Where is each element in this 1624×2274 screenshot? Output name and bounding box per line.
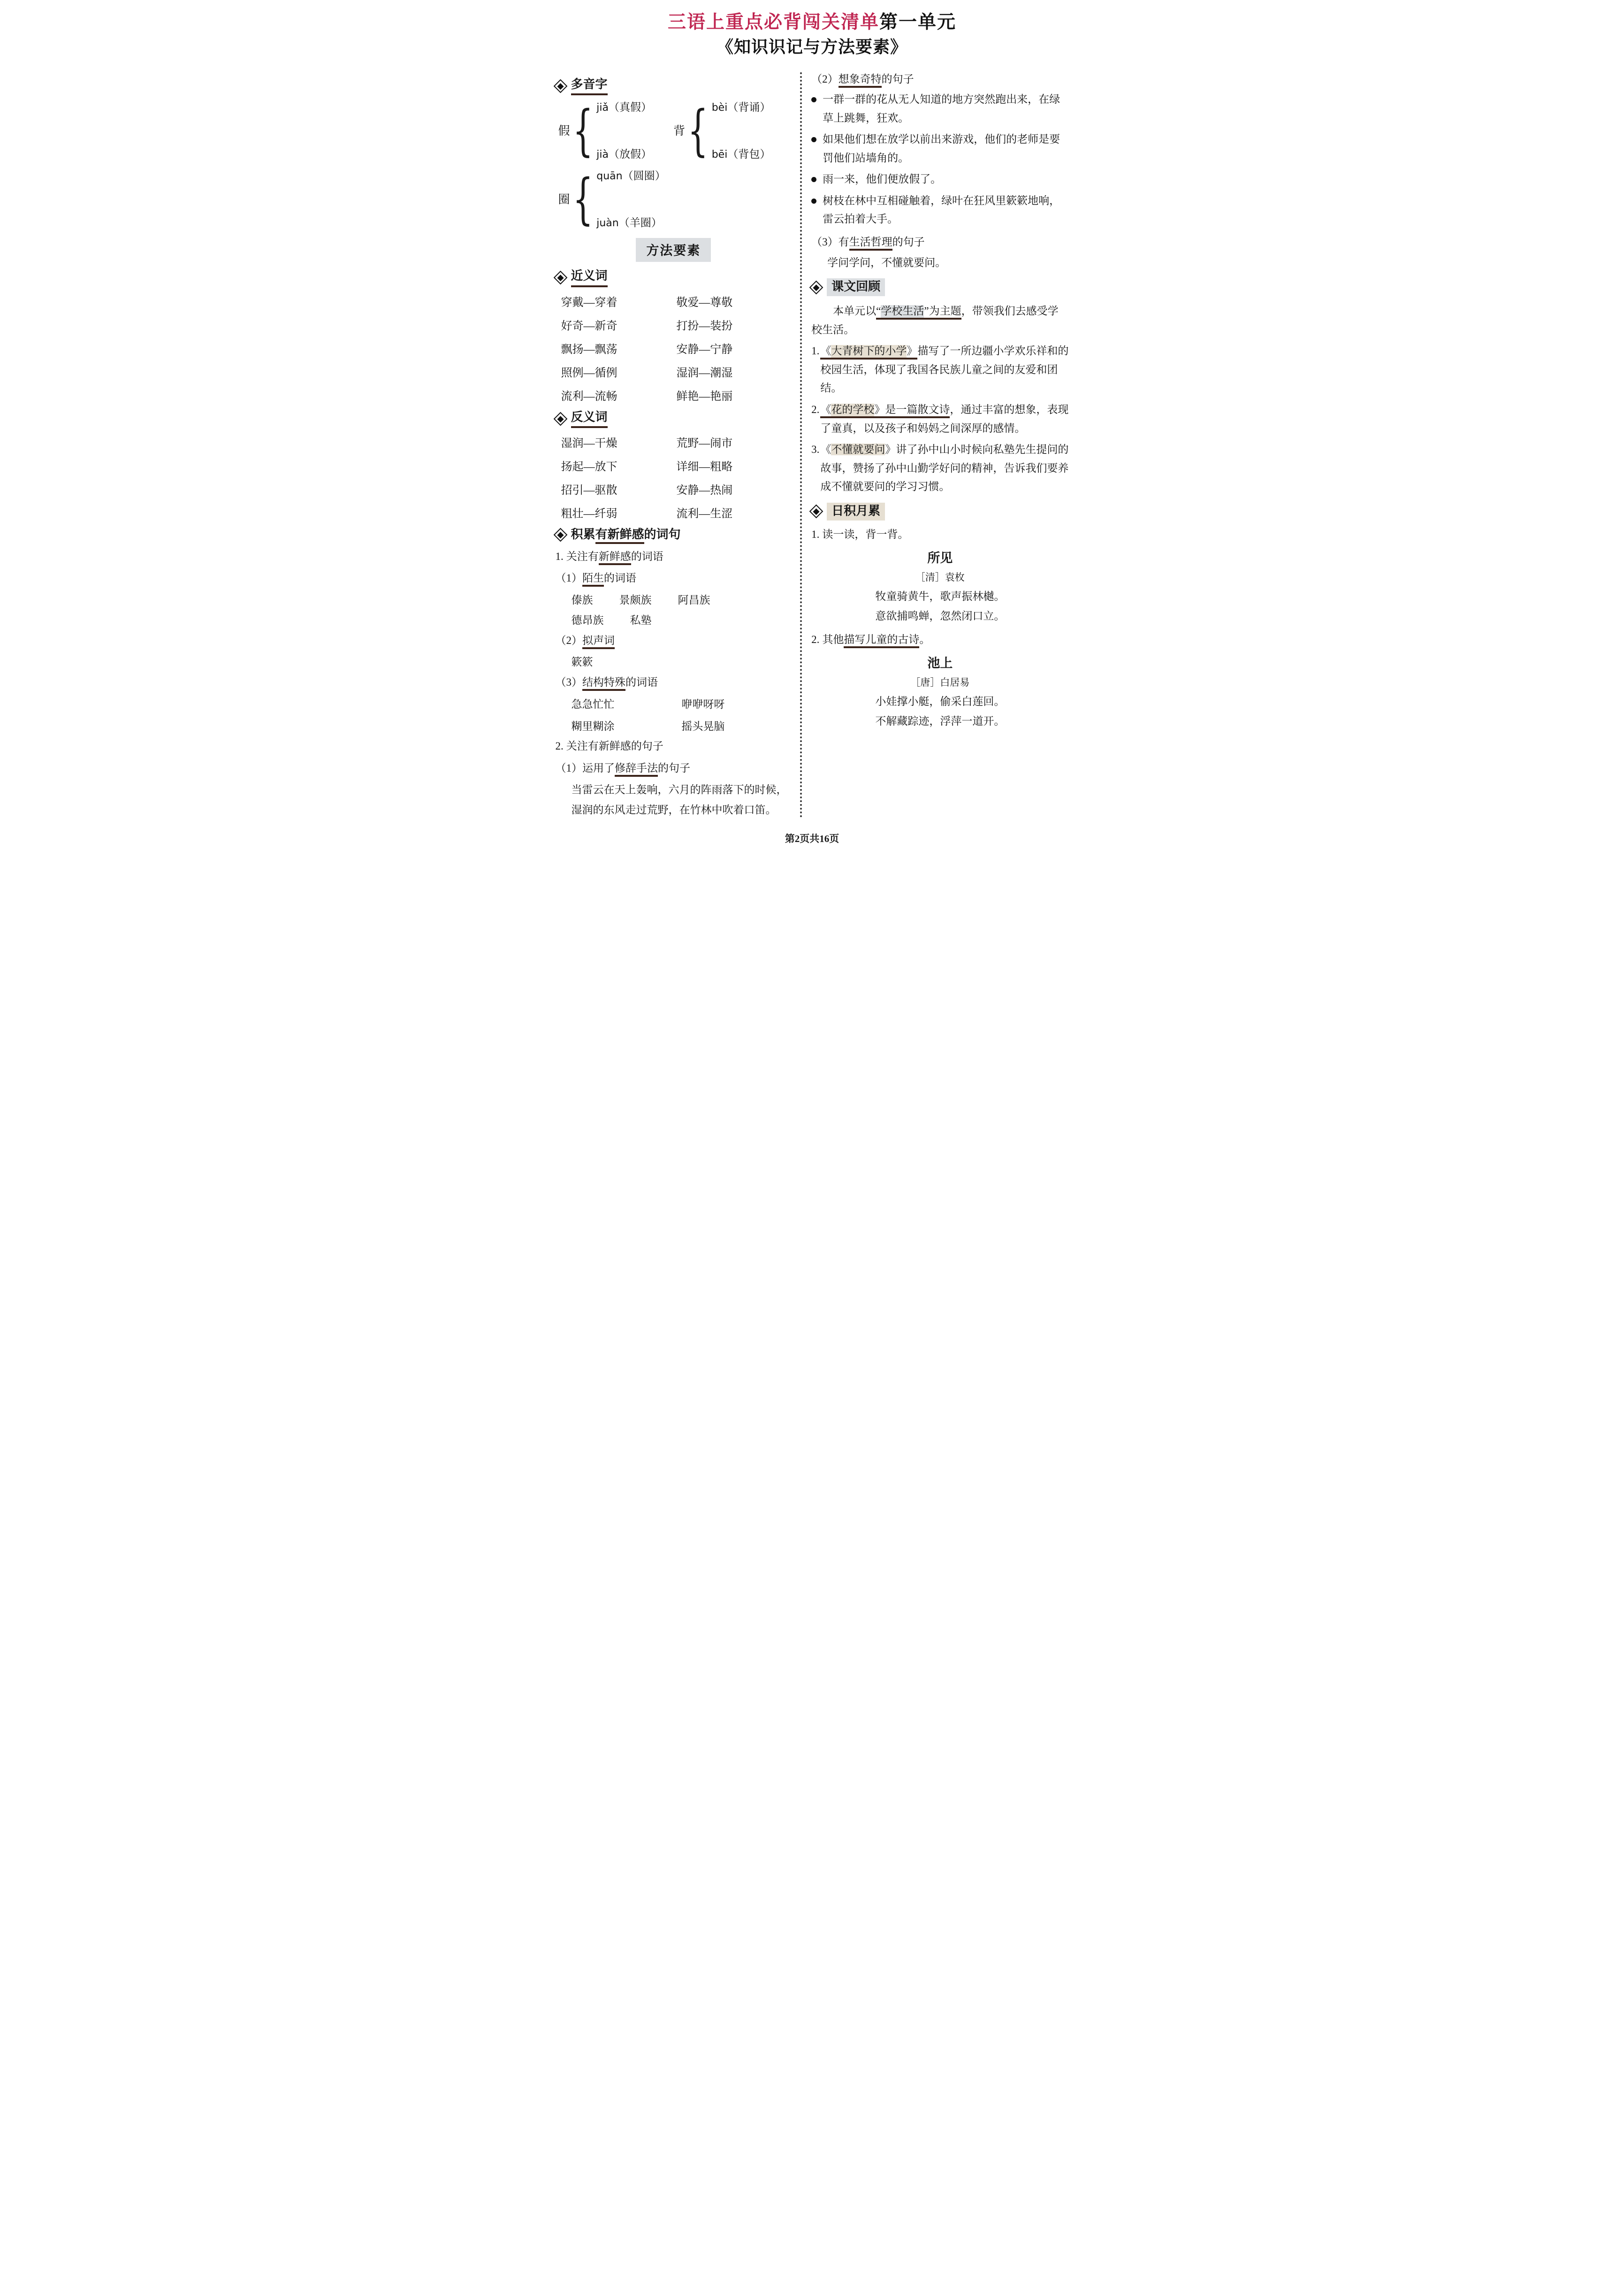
polyphone-group-quan [558,169,666,230]
sub-item-label: （2） [555,634,582,646]
word: 景颇族 [619,594,652,606]
word: 摇头晃脑 [681,720,725,733]
section-header-fresh-words [556,527,792,543]
page-title-red-part: 三语上重点必背闯关清单 [667,12,879,32]
poem-author: ［唐］白居易 [910,676,970,688]
section-header-synonyms [556,268,792,287]
word-pair: 湿润—潮湿 [676,367,733,379]
pinyin: bēi [711,148,728,161]
polyphone-character: 圈 [558,193,570,206]
sub-item-label: （2） [811,73,839,85]
poem-title: 所见 [927,551,953,565]
sub-item [556,632,792,649]
word-pair: 粗壮—纤弱 [561,508,618,521]
word-list-row [572,591,792,607]
brace-icon: { [572,168,593,231]
bullet-icon [811,137,816,142]
brace-icon: { [572,99,593,163]
poem-line: 小娃撑小艇，偷采白莲回。 [875,695,1005,707]
polyphone-group-bei [673,101,770,161]
word-pair: 流利—流畅 [561,390,618,403]
polyphone-character: 背 [673,124,685,138]
word-pair: 招引—驱散 [561,484,618,497]
poem-line: 不解藏踪迹，浮萍一道开。 [875,715,1005,727]
polyphone-character: 假 [558,124,570,138]
list-item [811,631,1068,648]
left-column [556,70,800,823]
polyphone-reading [596,148,652,161]
polyphone-row [558,101,792,161]
sub-item-label: （3） [555,676,582,689]
poem-title: 池上 [927,656,953,670]
word-list-grid [572,696,792,733]
sub-item-text: 想象奇特的句子 [839,71,914,88]
poem-author: ［清］袁枚 [915,571,965,583]
word-pair: 扬起—放下 [561,461,618,474]
item-number: 2. [811,403,820,415]
bullet-item [811,191,1068,229]
page-title-black-part: 第一单元 [879,12,957,32]
pinyin: bèi [711,102,728,114]
word: 簌簌 [571,656,593,668]
word: 德昂族 [571,614,604,626]
pinyin: juàn [596,217,619,229]
diamond-icon [553,412,567,426]
section-title: 近义词 [571,268,608,287]
example-word: （背诵） [727,101,771,114]
diamond-icon [553,79,567,93]
polyphone-reading [712,148,771,161]
review-item [811,400,1068,437]
pinyin: jiǎ [596,102,609,114]
example-word: （圆圈） [622,170,666,182]
section-title: 反义词 [571,410,608,429]
dotted-column-divider [800,72,802,819]
word-pair: 打扮—装扮 [676,320,733,332]
word-pair: 流利—生涩 [676,508,733,521]
synonym-pairs [561,293,792,403]
example-word: （放假） [608,148,652,160]
word-list-row [572,653,792,669]
word-pair: 好奇—新奇 [561,320,618,332]
review-intro: 本单元以“学校生活”为主题，带领我们去感受学校生活。 [811,305,1059,336]
word-pair: 鲜艳—艳丽 [676,390,733,403]
example-word: （背包） [727,148,771,160]
bullet-text: 一群一群的花从无人知道的地方突然跑出来，在绿草上跳舞，狂欢。 [823,93,1060,124]
polyphone-diagrams [558,101,792,230]
word-pair: 穿戴—穿着 [561,296,618,309]
bullet-icon [811,199,816,204]
right-column [803,70,1068,823]
example-word: （真假） [608,101,652,114]
page-subtitle: 《知识识记与方法要素》 [716,37,907,56]
word-list-row [572,612,792,627]
brace-icon: { [687,99,709,163]
method-box-wrap [556,238,792,262]
list-item [811,526,1068,543]
list-item [556,738,792,755]
polyphone-reading [712,101,771,114]
sub-item-text: 有生活哲理的句子 [839,234,925,251]
two-column-body [556,70,1069,823]
example-sentence: 当雷云在天上轰响，六月的阵雨落下的时候，湿润的东风走过荒野，在竹林中吹着口笛。 [571,784,787,816]
poem-suojian [811,548,1068,627]
word-pair: 安静—热闹 [676,484,733,497]
method-elements-box: 方法要素 [636,238,711,262]
document-page [541,0,1083,857]
bullet-text: 雨一来，他们便放假了。 [823,173,942,185]
review-item [811,342,1068,398]
polyphone-reading [596,101,652,114]
item-number: 3. [811,444,820,456]
bullet-item [811,170,1068,189]
section-title: 课文回顾 [827,278,885,297]
sub-item [811,233,1068,251]
diamond-icon [809,280,823,294]
section-header-antonyms [556,410,792,429]
page-title [556,11,1069,34]
item-text: 其他描写儿童的古诗。 [822,631,930,648]
word: 咿咿呀呀 [681,698,725,711]
diamond-icon [553,271,567,285]
antonym-pairs [561,434,792,521]
sub-item-label: （1） [555,572,582,584]
polyphone-group-jia [558,101,652,161]
sub-item [556,674,792,691]
pinyin: jià [596,148,609,161]
review-item-text: 《花的学校》是一篇散文诗，通过丰富的想象，表现了童真，以及孩子和妈妈之间深厚的感情。 [820,403,1069,434]
word-pair: 荒野—闹市 [676,437,733,450]
word: 私塾 [630,614,652,626]
bullet-text: 树枝在林中互相碰触着，绿叶在狂风里簌簌地响，雷云拍着大手。 [823,194,1060,225]
sub-item [556,759,792,777]
word-pair: 湿润—干燥 [561,437,618,450]
example-sentence: 学问学问，不懂就要问。 [827,256,946,268]
section-title: 积累有新鲜感的词句 [571,527,681,543]
sub-item [811,70,1068,88]
item-text: 关注有新鲜感的句子 [566,740,663,752]
diamond-icon [553,528,567,542]
bullet-icon [811,177,816,182]
poem-line: 意欲捕鸣蝉，忽然闭口立。 [875,610,1005,622]
list-item [556,548,792,565]
sub-item-text: 结构特殊的词语 [582,674,658,691]
word: 阿昌族 [678,594,710,606]
sub-item-text: 运用了修辞手法的句子 [582,760,690,777]
review-item [811,440,1068,496]
section-title: 多音字 [571,77,608,96]
review-item-text: 《大青树下的小学》描写了一所边疆小学欢乐祥和的校园生活，体现了我国各民族儿童之间的友爱和团结。 [820,345,1069,394]
bullet-text: 如果他们想在放学以前出来游戏，他们的老师是要罚他们站墙角的。 [823,133,1060,164]
word-pair: 飘扬—飘荡 [561,343,618,356]
bullet-item [811,130,1068,167]
polyphone-readings [712,101,771,161]
review-item-text: 《不懂就要问》讲了孙中山小时候向私塾先生提问的故事，赞扬了孙中山勤学好问的精神，告诉我们要养成不懂就要问的学习习惯。 [820,444,1069,493]
sub-item [556,569,792,587]
bullet-icon [811,97,816,102]
polyphone-readings [596,169,665,230]
section-header-text-review [811,278,1068,297]
word: 糊里糊涂 [571,720,615,733]
item-number: 1. [555,550,564,562]
poem-line: 牧童骑黄牛，歌声振林樾。 [875,590,1005,602]
word-pair: 敬爱—尊敬 [676,296,733,309]
word: 傣族 [571,594,593,606]
title-block [556,11,1069,58]
example-word: （羊圈） [618,216,662,229]
sub-item-text: 拟声词 [582,632,615,649]
sub-item-text: 陌生的词语 [582,570,636,587]
sub-item-label: （3） [811,236,839,248]
poem-chishang [811,653,1068,732]
section-header-daily-accumulation [811,503,1068,521]
page-number: 第2页共16页 [785,833,839,845]
item-text: 关注有新鲜感的词语 [566,548,663,565]
pinyin: quān [596,170,623,183]
word-pair: 安静—宁静 [676,343,733,356]
polyphone-row [558,169,792,230]
section-title: 日积月累 [827,503,885,521]
word: 急急忙忙 [571,698,615,711]
polyphone-readings [596,101,652,161]
item-number: 2. [811,633,820,645]
section-header-polyphones [556,77,792,96]
bullet-item [811,90,1068,127]
item-number: 1. [811,528,820,541]
word-pair: 详细—粗略 [676,461,733,474]
diamond-icon [809,505,823,519]
item-text: 读一读，背一背。 [822,528,909,541]
sub-item-label: （1） [555,762,582,774]
word-pair: 照例—循例 [561,367,618,379]
polyphone-reading [596,169,665,183]
item-number: 1. [811,345,820,357]
item-number: 2. [555,740,564,752]
bullet-list [811,90,1068,229]
polyphone-reading [596,216,665,230]
